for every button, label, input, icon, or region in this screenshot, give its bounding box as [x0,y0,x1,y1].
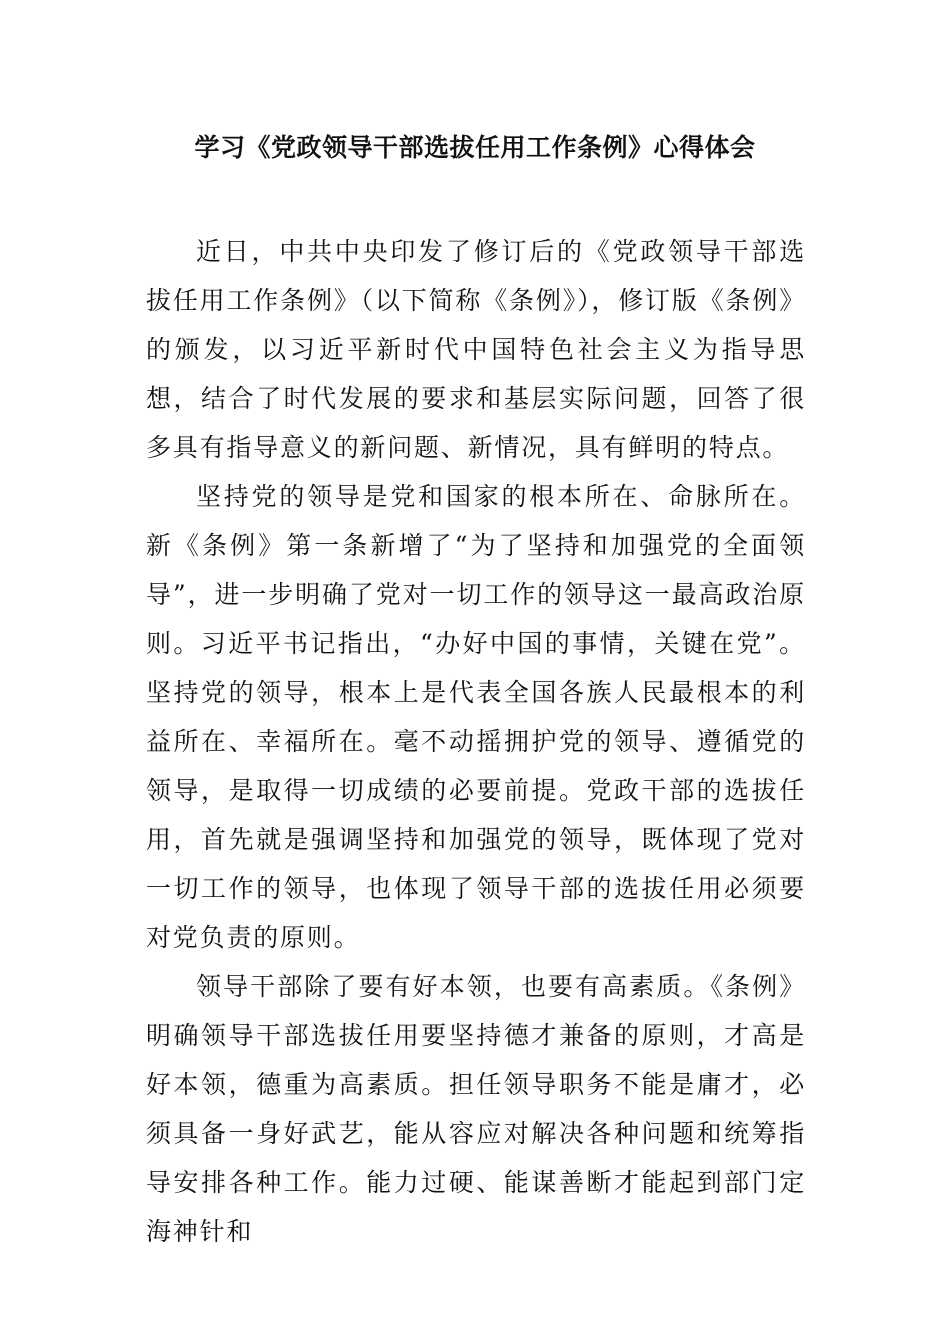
paragraph-1: 近日，中共中央印发了修订后的《党政领导干部选拔任用工作条例》（以下简称《条例》），修订版《条例》的颁发，以习近平新时代中国特色社会主义为指导思想，结合了时代发展的要求和基层实际问题，回答了很多具有指导意义的新问题、新情况，具有鲜明的特点。 [146,237,806,462]
document-body [146,227,806,1256]
paragraph-2: 坚持党的领导是党和国家的根本所在、命脉所在。新《条例》第一条新增了“为了坚持和加强党的全面领导”，进一步明确了党对一切工作的领导这一最高政治原则。习近平书记指出，“办好中国的事情，关键在党”。坚持党的领导，根本上是代表全国各族人民最根本的利益所在、幸福所在。毫不动摇拥护党的领导、遵循党的领导，是取得一切成绩的必要前提。党政干部的选拔任用，首先就是强调坚持和加强党的领导，既体现了党对一切工作的领导，也体现了领导干部的选拔任用必须要对党负责的原则。 [146,482,806,952]
paragraph-3: 领导干部除了要有好本领，也要有高素质。《条例》明确领导干部选拔任用要坚持德才兼备的原则，才高是好本领，德重为高素质。担任领导职务不能是庸才，必须具备一身好武艺，能从容应对解决各种问题和统筹指导安排各种工作。能力过硬、能谋善断才能起到部门定海神针和 [146,972,806,1246]
document-title: 学习《党政领导干部选拔任用工作条例》心得体会 [194,133,756,162]
